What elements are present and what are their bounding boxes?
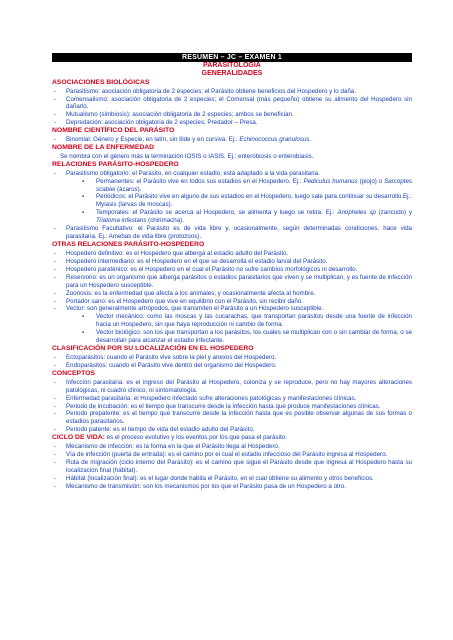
ciclo-definition: es el proceso evolutivo y los eventos por los que pasa el parásito. bbox=[104, 434, 287, 442]
document-page bbox=[52, 53, 412, 491]
list-item: - Hospedero definitivo: es el Hospedero que alberga al estadio adulto del Parásito. bbox=[54, 249, 289, 257]
section-heading-asociaciones: ASOCIACIONES BIOLÓGICAS bbox=[52, 78, 150, 86]
list-item: - Periodo patente: es el tiempo de vida del estadio adulto del Parásito. bbox=[54, 426, 255, 434]
list-item: - Infección parasitaria: es el ingreso del Parásito al Hospedero, coloniza y se reproduce, pero no hay mayores alteraciones patológicas, ni cuadro clínico, ni sintomatología. bbox=[54, 378, 412, 394]
section-heading-enfermedad: NOMBRE DE LA ENFERMEDAD bbox=[52, 144, 155, 152]
subject-title: PARASITOLOGIA bbox=[203, 62, 261, 69]
list-item: - Zoonosis: es la enfermedad que afecta a los animales, y ocasionalmente afecta al hombre. bbox=[54, 289, 316, 297]
sub-list-item: ▪ Vector mecánico: como las moscas y las cucarachas, que transportan parásitos desde una fuente de infección hacia un Hospedero, sin que haya reproducción ni cambio de forma. bbox=[82, 313, 412, 329]
ciclo-heading-line bbox=[52, 434, 412, 443]
list-item: - Parasitismo obligatorio: el Parásito, en cualquier estadio, está adaptado a la vida parasitaria. bbox=[54, 169, 320, 177]
list-item: - Portador sano: es el Hospedero que vive en equilibrio con el Parásito, sin recibir daño. bbox=[54, 297, 303, 305]
list-item: - Ruta de migración (ciclo interno del Parásito): es el camino que sigue el Parásito desde que ingresa al Hospedero hasta su localización final (hábitat). bbox=[54, 458, 412, 474]
section-heading-otras-relaciones: OTRAS RELACIONES PARÁSITO-HOSPEDERO bbox=[52, 241, 205, 249]
section-heading-nombre-cientifico: NOMBRE CIENTÍFICO DEL PARÁSITO bbox=[52, 127, 175, 135]
section-heading-conceptos: CONCEPTOS bbox=[52, 369, 95, 377]
list-item: - Ectoparásitos: cuando el Parásito vive sobre la piel y anexos del Hospedero. bbox=[54, 354, 277, 361]
list-item: - Periodo de incubación: es el tiempo que transcurre desde la infección hasta que produce manifestaciones clínicas. bbox=[54, 402, 381, 410]
paragraph: Se nombra con el género más la terminación IOSIS o IASIS. Ej.: enterobiosis o enterobiasis. bbox=[60, 152, 314, 160]
list-item: - Depredación: asociación obligatoria de 2 especies; Predador – Presa. bbox=[54, 119, 258, 127]
list-item: - Vía de infección (puerta de entrada): es el camino por el cual el estadio infeccioso del Parásito ingresa al Hospedero. bbox=[54, 451, 388, 459]
list-item: - Hábitat (localización final): es el lugar donde habita el Parásito, en el cual obtiene su alimento y otros beneficios. bbox=[54, 474, 374, 482]
list-item: - Parasitismo: asociación obligatoria de 2 especies; el Parásito obtiene beneficios del Hospedero y lo daña. bbox=[54, 87, 356, 95]
document-title: RESUMEN – JC – EXAMEN 1 bbox=[52, 53, 412, 62]
sub-list-item: ▪ Permanentes: el Parásito vive en todos sus estadios en el Hospedero. Ej.: Pediculus humanus (piojo) o Sarcoptes scabiei (ácaros). bbox=[82, 177, 412, 193]
list-item: - Enfermedad parasitaria: el Hospedero infectado sufre alteraciones patológicas y manifestaciones clínicas. bbox=[54, 394, 357, 402]
list-item: - Hospedero intermediario: es el Hospedero en el que se desarrolla el estadio larval del Parásito. bbox=[54, 257, 328, 265]
list-item: - Parasitismo Facultativo: el Parásito es de vida libre y, ocasionalmente, según determinadas condiciones, hace vida parasitaria. Ej.: Amebas de vida libre (protozoos). bbox=[54, 225, 412, 241]
list-item: - Mecanismo de infección: es la forma en la que el Parásito llega al Hospedero. bbox=[54, 443, 280, 451]
list-item: - Binomial: Género y Especie, en latín, sin tilde y en cursiva. Ej.: Echinococcus granulosus. bbox=[54, 136, 312, 144]
subject-subtitle: GENERALIDADES bbox=[201, 70, 263, 78]
section-heading-relaciones: RELACIONES PARÁSITO-HOSPEDERO bbox=[52, 160, 179, 168]
list-item: - Mutualismo (simbiosis): asociación obligatoria de 2 especies; ambos se benefician. bbox=[54, 111, 294, 119]
list-item: - Periodo prepatente: es el tiempo que transcurre desde la infección hasta que es posible observar algunas de sus formas o estadios parasitarios. bbox=[54, 410, 412, 426]
list-item: - Comensalismo: asociación obligatoria de 2 especies; el Comensal (más pequeño) obtiene su alimento del Hospedero sin dañarlo. bbox=[54, 95, 412, 111]
list-item: - Vector: son generalmente artrópodos, que transmiten el Parásito a un Hospedero susceptible. bbox=[54, 305, 324, 313]
list-item: - Endoparásitos: cuando el Parásito vive dentro del organismo del Hospedero. bbox=[54, 361, 277, 369]
sub-list-item: ▪ Temporales: el Parásito se acerca al Hospedero, se alimenta y luego se retira. Ej.: Anopheles sp (zancudo) y Triatoma infestans (chirimacha). bbox=[82, 209, 413, 225]
sub-list-item: ▪ Periódicos: el Parásito vive en alguno de sus estadios en el Hospedero, luego sale para continuar su desarrollo.Ej.: Myiasis (larvas de moscas). bbox=[82, 193, 412, 209]
sub-list-item: ▪ Vector biológico: son los que transportan a los parásitos, los cuales se multiplican con o sin cambiar de forma, o se desarrollan para alcanzar el estadio infectante. bbox=[82, 329, 412, 345]
section-heading-ciclo: CICLO DE VIDA: bbox=[52, 434, 105, 442]
section-heading-clasificacion: CLASIFICACIÓN POR SU LOCALIZACIÓN EN EL HOSPEDERO bbox=[52, 345, 254, 353]
list-item: - Mecanismo de transmisión: son los mecanismos por los que el Parásito pasa de un Hospedero a otro. bbox=[54, 482, 346, 490]
list-item: - Reservorio: es un organismo que alberga parásitos o estadios parasitarios que viven y se multiplican, y es fuente de infección para un Hospedero susceptible. bbox=[54, 273, 412, 289]
list-item: - Hospedero paraténico: es el Hospedero en el cual el Parásito no sufre cambios morfológicos ni desarrollo. bbox=[54, 265, 358, 273]
